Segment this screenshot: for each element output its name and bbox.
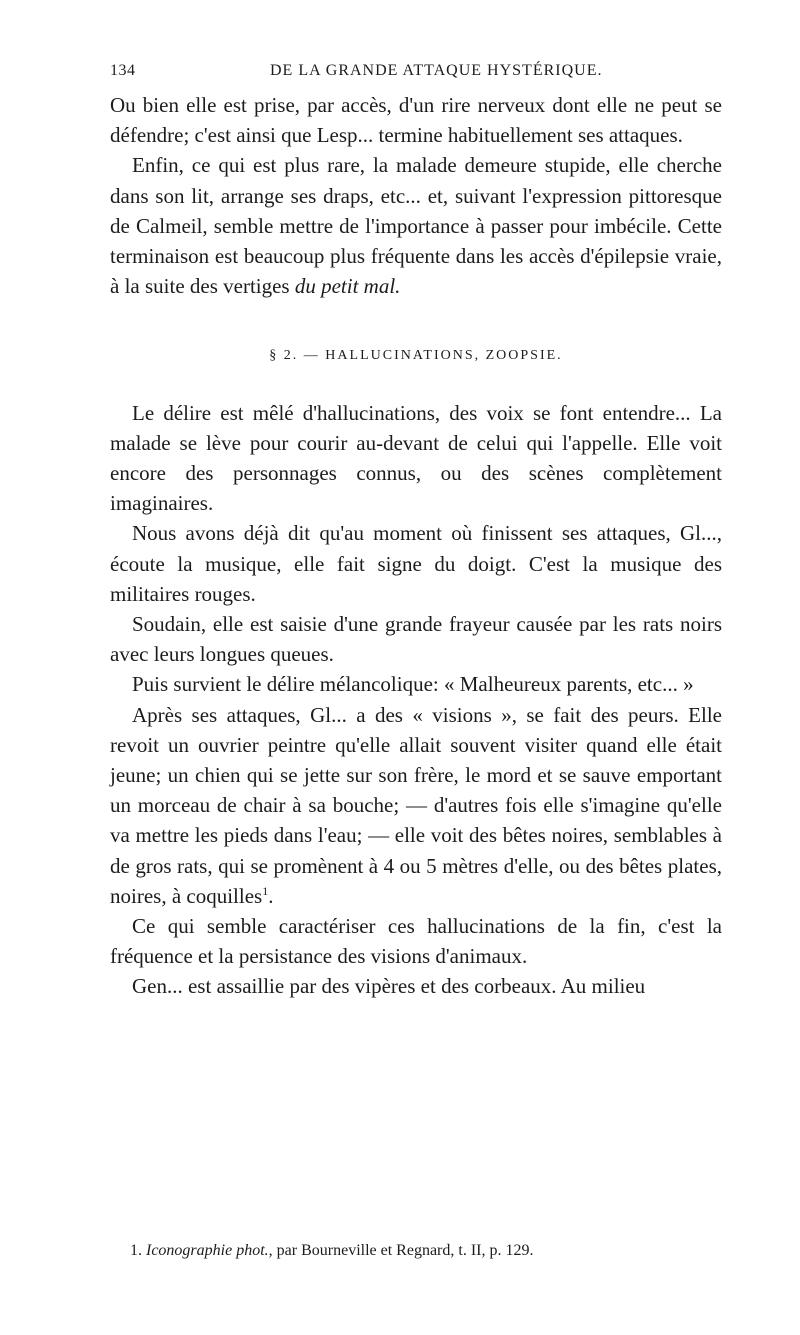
footnote-reference: 1 — [262, 883, 269, 898]
paragraph-text: Après ses attaques, Gl... a des « visions », se fait des peurs. Elle revoit un ouvrier peintre qu'elle allait souvent visiter quand elle était jeune; un chien qui se jette sur son frère, le mord et se sauve emportant un morceau de chair à sa bouche; — d'autres fois elle s'imagine qu'elle va mettre les pieds dans l'eau; — elle voit des bêtes noires, semblables à de gros rats, qui se promènent à 4 ou 5 mètres d'elle, ou des bêtes plates, noires, à coquilles — [110, 702, 722, 908]
paragraph: Nous avons déjà dit qu'au moment où finissent ses attaques, Gl..., écoute la musique, elle fait signe du doigt. C'est la musique des militaires rouges. — [110, 521, 722, 606]
footnote-number: 1. — [130, 1242, 142, 1259]
paragraph: Ou bien elle est prise, par accès, d'un rire nerveux dont elle ne peut se défendre; c'est ainsi que Lesp... termine habituellement ses attaques. — [110, 93, 722, 148]
page-number: 134 — [110, 62, 136, 79]
paragraph: Ce qui semble caractériser ces hallucinations de la fin, c'est la fréquence et la persistance des visions d'animaux. — [110, 914, 722, 969]
italic-phrase: du petit mal. — [294, 274, 401, 299]
footnote — [130, 1241, 722, 1261]
body-text — [110, 90, 722, 1002]
running-header — [110, 62, 722, 86]
paragraph — [110, 150, 722, 301]
paragraph — [110, 700, 722, 911]
footnote-title: Iconographie phot. — [146, 1242, 269, 1259]
paragraph: Le délire est mêlé d'hallucinations, des voix se font entendre... La malade se lève pour courir au-devant de celui qui l'appelle. Elle voit encore des personnages connus, ou des scènes complètement imaginaires. — [110, 400, 722, 516]
paragraph: Gen... est assaillie par des vipères et des corbeaux. Au milieu — [132, 974, 646, 999]
paragraph: Puis survient le délire mélancolique: « Malheureux parents, etc... » — [132, 672, 694, 697]
running-title: DE LA GRANDE ATTAQUE HYSTÉRIQUE. — [270, 62, 603, 79]
paragraph-end: . — [268, 883, 274, 908]
paragraph: Soudain, elle est saisie d'une grande frayeur causée par les rats noirs avec leurs longues queues. — [110, 612, 722, 667]
paragraph-text: Enfin, ce qui est plus rare, la malade demeure stupide, elle cherche dans son lit, arrange ses draps, etc... et, suivant l'expression pittoresque de Calmeil, semble mettre de l'importance à passer pour imbécile. Cette terminaison est beaucoup plus fréquente dans les accès d'épilepsie vraie, à la suite des vertiges — [110, 153, 722, 299]
section-heading: § 2. — HALLUCINATIONS, ZOOPSIE. — [269, 348, 563, 364]
footnote-text: , par Bourneville et Regnard, t. II, p. 129. — [268, 1242, 534, 1259]
